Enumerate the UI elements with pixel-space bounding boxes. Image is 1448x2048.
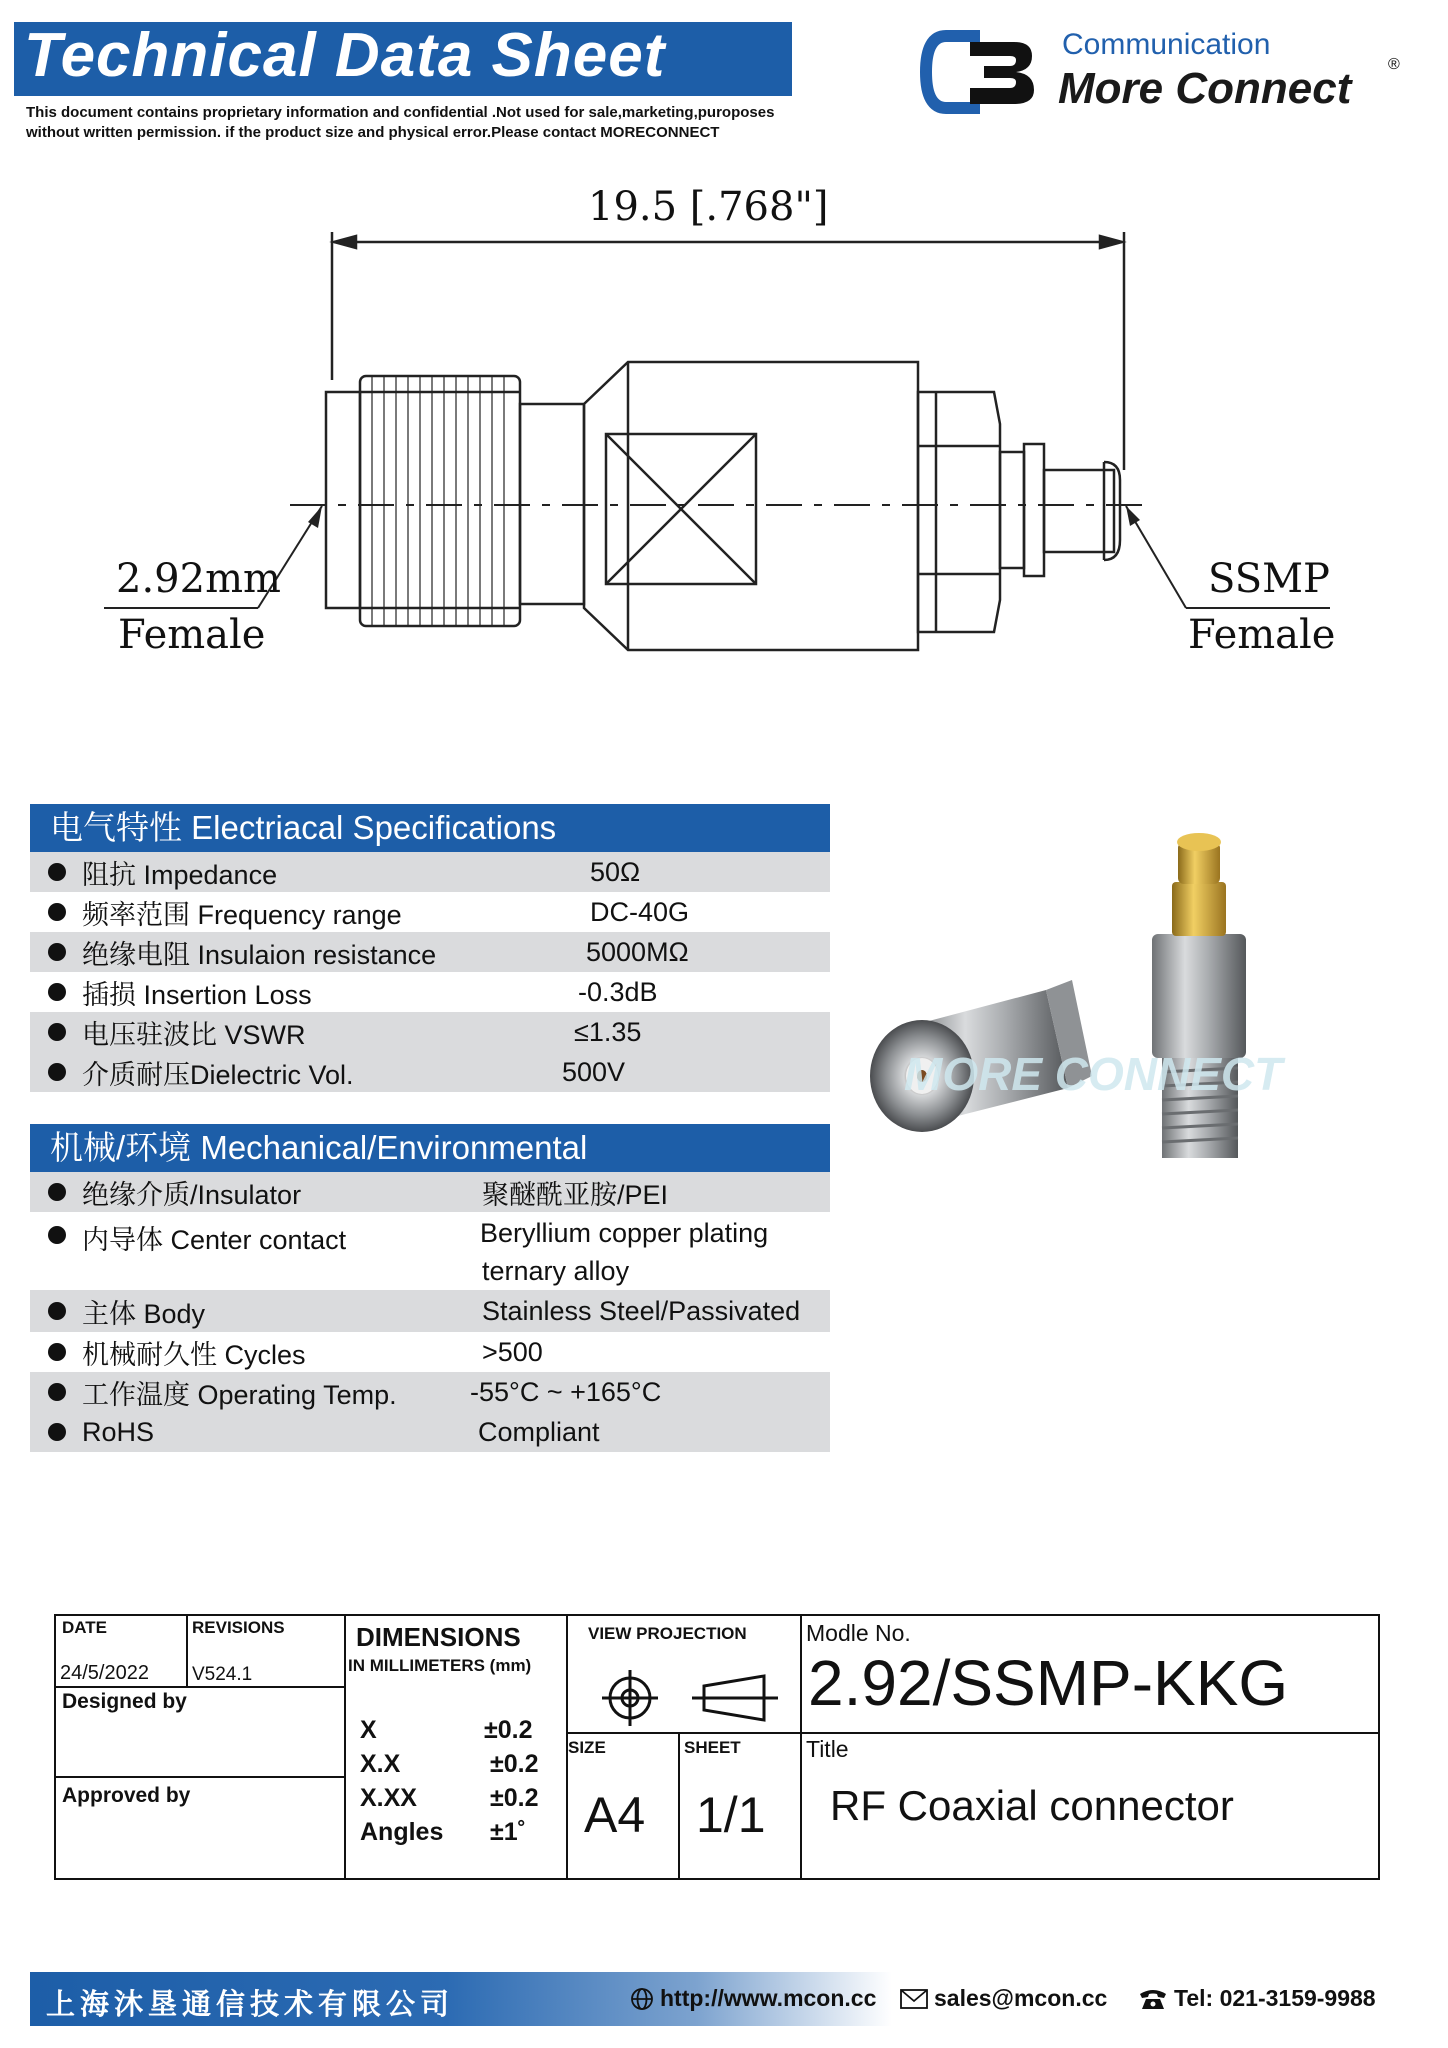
phone-text[interactable]: Tel: 021-3159-9988 <box>1174 1985 1376 2011</box>
units-label: IN MILLIMETERS (mm) <box>348 1656 532 1675</box>
telephone-icon <box>1138 1988 1168 2010</box>
footer-website[interactable] <box>630 1985 876 2012</box>
left-connector-type: 2.92mm <box>116 556 281 602</box>
photo-watermark: MORE CONNECT <box>904 1048 1283 1100</box>
bullet-icon <box>48 1423 66 1441</box>
right-connector-type: SSMP <box>1208 556 1330 602</box>
spec-row <box>30 1012 830 1052</box>
spec-label: 机械耐久性 Cycles <box>82 1339 306 1370</box>
dimensions-label: DIMENSIONS <box>356 1622 521 1652</box>
spec-value: -55°C ~ +165°C <box>470 1376 662 1407</box>
tolerance-value: ±0.2 <box>490 1784 539 1812</box>
spec-value: Stainless Steel/Passivated <box>482 1295 801 1326</box>
bullet-icon <box>48 943 66 961</box>
disclaimer-line-1: This document contains proprietary information and confidential .Not used for sale,marketing,puroposes <box>26 104 775 121</box>
spec-label: 插损 Insertion Loss <box>82 979 312 1010</box>
electrical-specs-heading: 电气特性 Electriacal Specifications <box>30 804 830 852</box>
document-title: Technical Data Sheet <box>24 21 666 90</box>
spec-value: >500 <box>482 1336 543 1367</box>
spec-row <box>30 972 830 1012</box>
date-value: 24/5/2022 <box>60 1662 149 1684</box>
bullet-icon <box>48 1063 66 1081</box>
footer-email[interactable] <box>900 1985 1107 2012</box>
tolerance-value: ±0.2 <box>490 1750 539 1778</box>
spec-value: 500V <box>562 1056 626 1087</box>
bullet-icon <box>48 1343 66 1361</box>
company-logo-icon <box>918 26 1054 118</box>
spec-label: RoHS <box>82 1416 155 1447</box>
connector-photo-image <box>840 800 1430 1220</box>
designed-by-label: Designed by <box>62 1690 187 1713</box>
spec-row <box>30 1212 830 1288</box>
spec-label: 绝缘介质/Insulator <box>82 1179 302 1210</box>
product-photo <box>840 800 1430 1220</box>
tolerance-value: ±1˚ <box>490 1818 526 1846</box>
spec-value-continued: ternary alloy <box>482 1256 630 1286</box>
tolerance-key: X.X <box>360 1750 401 1778</box>
standing-connector <box>1152 833 1246 1158</box>
bullet-icon <box>48 1302 66 1320</box>
spec-row <box>30 852 830 892</box>
date-label: DATE <box>62 1618 108 1637</box>
envelope-icon <box>900 1988 928 2010</box>
right-connector-gender: Female <box>1188 612 1336 658</box>
spec-label: 介质耐压Dielectric Vol. <box>82 1059 354 1090</box>
spec-value: Compliant <box>478 1416 600 1447</box>
company-name-cn: 上海沐垦通信技术有限公司 <box>46 1989 455 2021</box>
spec-row <box>30 1290 830 1332</box>
revisions-value: V524.1 <box>192 1664 253 1685</box>
title-label: Title <box>806 1736 849 1762</box>
revisions-label: REVISIONS <box>192 1618 285 1637</box>
mechanical-specs-heading: 机械/环境 Mechanical/Environmental <box>30 1124 830 1172</box>
bullet-icon <box>48 1383 66 1401</box>
bullet-icon <box>48 1226 66 1244</box>
spec-label: 内导体 Center contact <box>82 1225 347 1255</box>
spec-row <box>30 1412 830 1452</box>
email-text[interactable]: sales@mcon.cc <box>934 1985 1108 2011</box>
spec-row <box>30 1052 830 1092</box>
tolerance-key: X.XX <box>360 1784 417 1812</box>
spec-value: Beryllium copper plating <box>480 1218 769 1248</box>
spec-row <box>30 1172 830 1212</box>
tolerance-key: X <box>360 1716 377 1744</box>
spec-label: 频率范围 Frequency range <box>82 899 402 930</box>
model-number-label: Modle No. <box>806 1620 911 1646</box>
spec-row <box>30 892 830 932</box>
tolerance-key: Angles <box>360 1818 444 1846</box>
title-value: RF Coaxial connector <box>830 1782 1234 1829</box>
overall-length-dimension: 19.5 [.768"] <box>588 184 829 230</box>
logo-tagline: Communication <box>1062 28 1271 61</box>
registered-mark: ® <box>1388 56 1400 73</box>
title-block <box>54 1614 1380 1880</box>
spec-label: 工作温度 Operating Temp. <box>82 1379 397 1410</box>
spec-row <box>30 932 830 972</box>
tolerance-value: ±0.2 <box>484 1716 533 1744</box>
left-connector-gender: Female <box>118 612 266 658</box>
spec-row <box>30 1332 830 1372</box>
spec-value: 50Ω <box>590 856 641 887</box>
spec-value: 5000MΩ <box>586 936 689 967</box>
bullet-icon <box>48 983 66 1001</box>
spec-value: DC-40G <box>590 896 690 927</box>
approved-by-label: Approved by <box>62 1784 191 1807</box>
size-value: A4 <box>584 1787 646 1843</box>
spec-value: 聚醚酰亚胺/PEI <box>482 1179 669 1210</box>
sheet-label: SHEET <box>684 1738 741 1757</box>
spec-label: 电压驻波比 VSWR <box>82 1019 306 1050</box>
third-angle-projection-icon <box>584 1664 784 1730</box>
bullet-icon <box>48 863 66 881</box>
model-number-value: 2.92/SSMP-KKG <box>808 1647 1289 1719</box>
bullet-icon <box>48 1023 66 1041</box>
size-label: SIZE <box>568 1738 606 1757</box>
footer-phone[interactable] <box>1138 1985 1376 2012</box>
view-projection-label: VIEW PROJECTION <box>588 1624 747 1643</box>
spec-value: -0.3dB <box>578 976 658 1007</box>
sheet-value: 1/1 <box>696 1787 766 1843</box>
bullet-icon <box>48 1183 66 1201</box>
website-text[interactable]: http://www.mcon.cc <box>660 1985 877 2011</box>
bullet-icon <box>48 903 66 921</box>
spec-label: 绝缘电阻 Insulaion resistance <box>82 939 437 970</box>
spec-row <box>30 1372 830 1412</box>
spec-label: 阻抗 Impedance <box>82 859 278 890</box>
spec-value: ≤1.35 <box>574 1016 642 1047</box>
spec-label: 主体 Body <box>82 1298 206 1329</box>
globe-icon <box>630 1987 654 2011</box>
logo-brand-name: More Connect <box>1058 64 1352 113</box>
disclaimer-line-2: without written permission. if the product size and physical error.Please contact MORECONNECT <box>26 124 720 141</box>
